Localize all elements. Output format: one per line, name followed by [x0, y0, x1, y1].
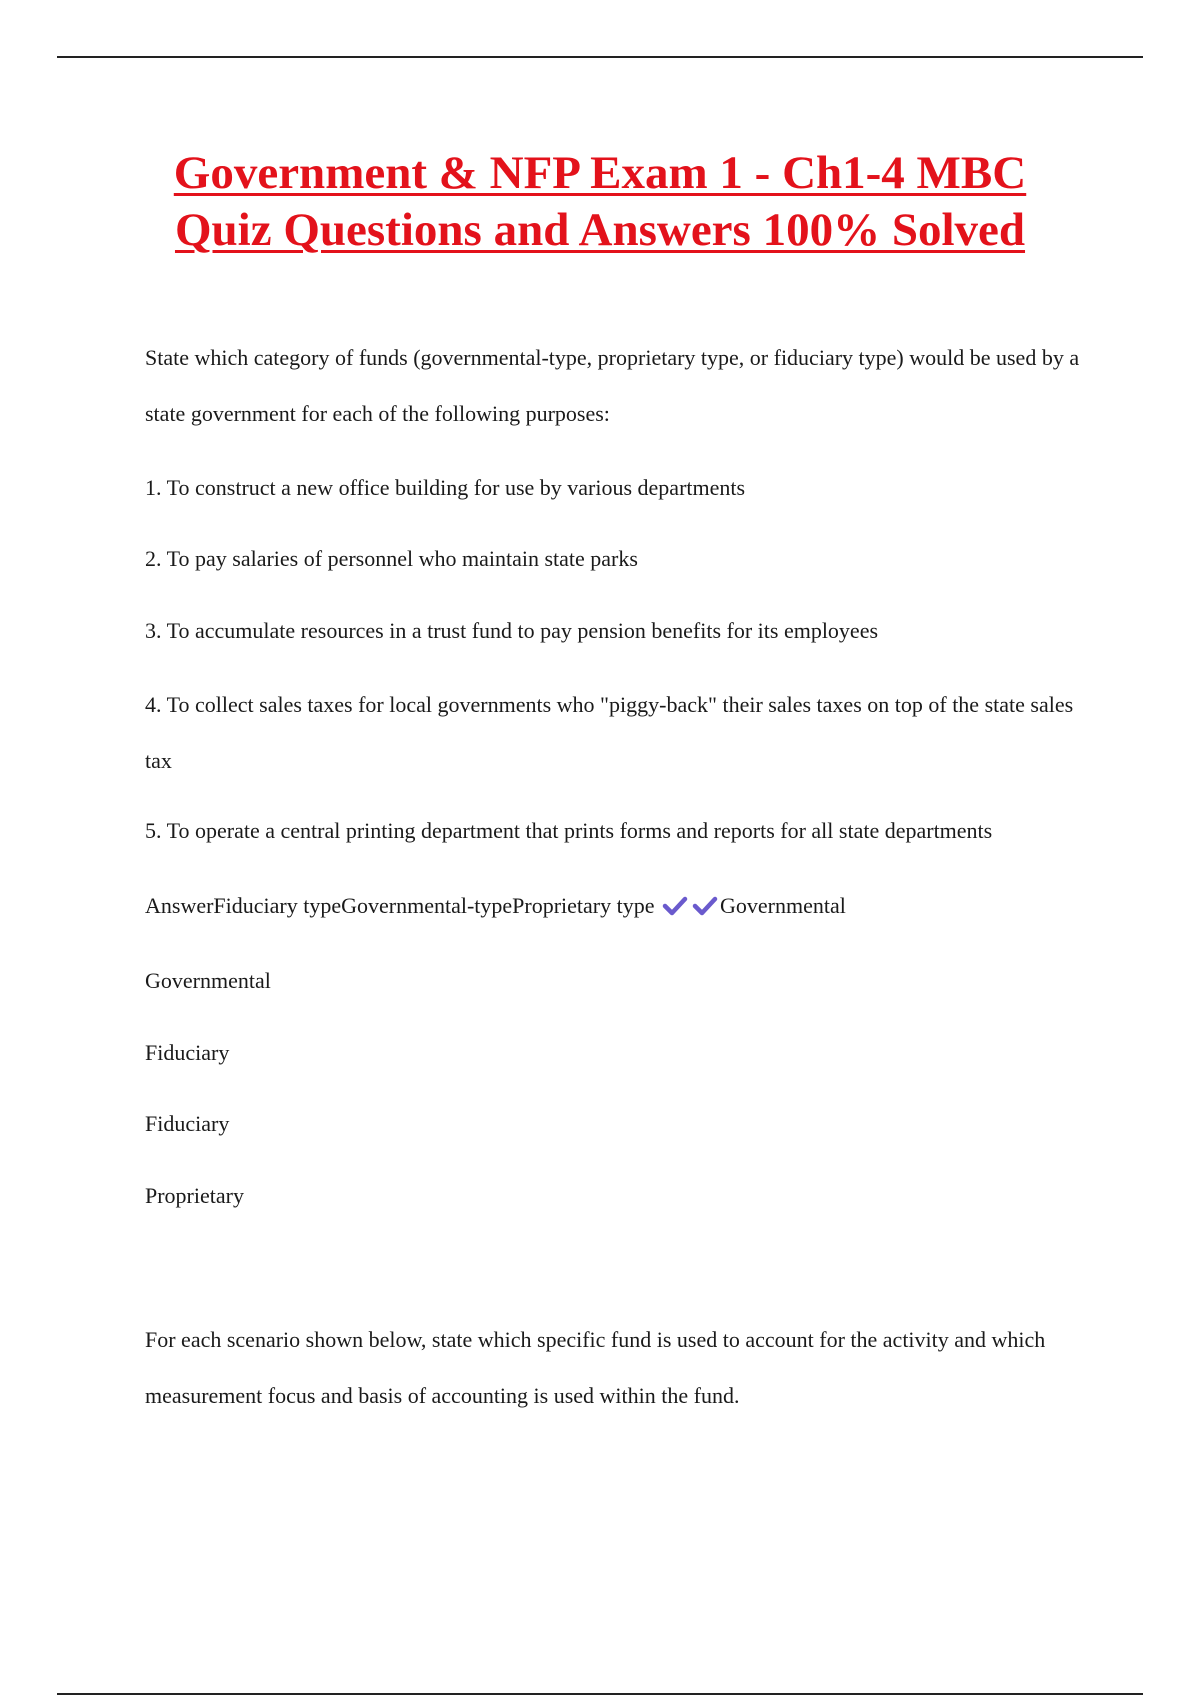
question-2-intro: For each scenario shown below, state which specific fund is used to account for the activity and which measurement focus and basis of accounting is used within the fund. — [145, 1327, 1046, 1408]
answer-first: Governmental — [720, 893, 846, 918]
question-1-intro: State which category of funds (governmental-type, proprietary type, or fiduciary type) would be used by a state government for each of the following purposes: — [145, 345, 1080, 426]
bottom-rule — [57, 1693, 1143, 1695]
question-1-item-5: 5. To operate a central printing department that prints forms and reports for all state departments — [145, 818, 993, 843]
answer-5: Proprietary — [145, 1183, 244, 1208]
check-icon — [692, 894, 718, 924]
title-line-2: Quiz Questions and Answers 100% Solved — [174, 204, 1026, 256]
top-rule — [57, 56, 1143, 58]
title-line-1: Government & NFP Exam 1 - Ch1-4 MBC — [173, 147, 1027, 199]
document-title — [0, 145, 1200, 259]
answer-2: Governmental — [145, 968, 271, 993]
answer-3: Fiduciary — [145, 1040, 230, 1065]
answer-4: Fiduciary — [145, 1111, 230, 1136]
question-1-item-3: 3. To accumulate resources in a trust fund to pay pension benefits for its employees — [145, 618, 879, 643]
answer-prefix: AnswerFiduciary typeGovernmental-typeProprietary type — [145, 893, 655, 918]
question-1-item-1: 1. To construct a new office building for use by various departments — [145, 475, 746, 500]
question-1-item-4: 4. To collect sales taxes for local governments who "piggy-back" their sales taxes on top of the state sales tax — [145, 692, 1074, 773]
question-1-item-2: 2. To pay salaries of personnel who maintain state parks — [145, 546, 638, 571]
answer-line — [145, 891, 846, 924]
check-icon — [662, 894, 688, 924]
